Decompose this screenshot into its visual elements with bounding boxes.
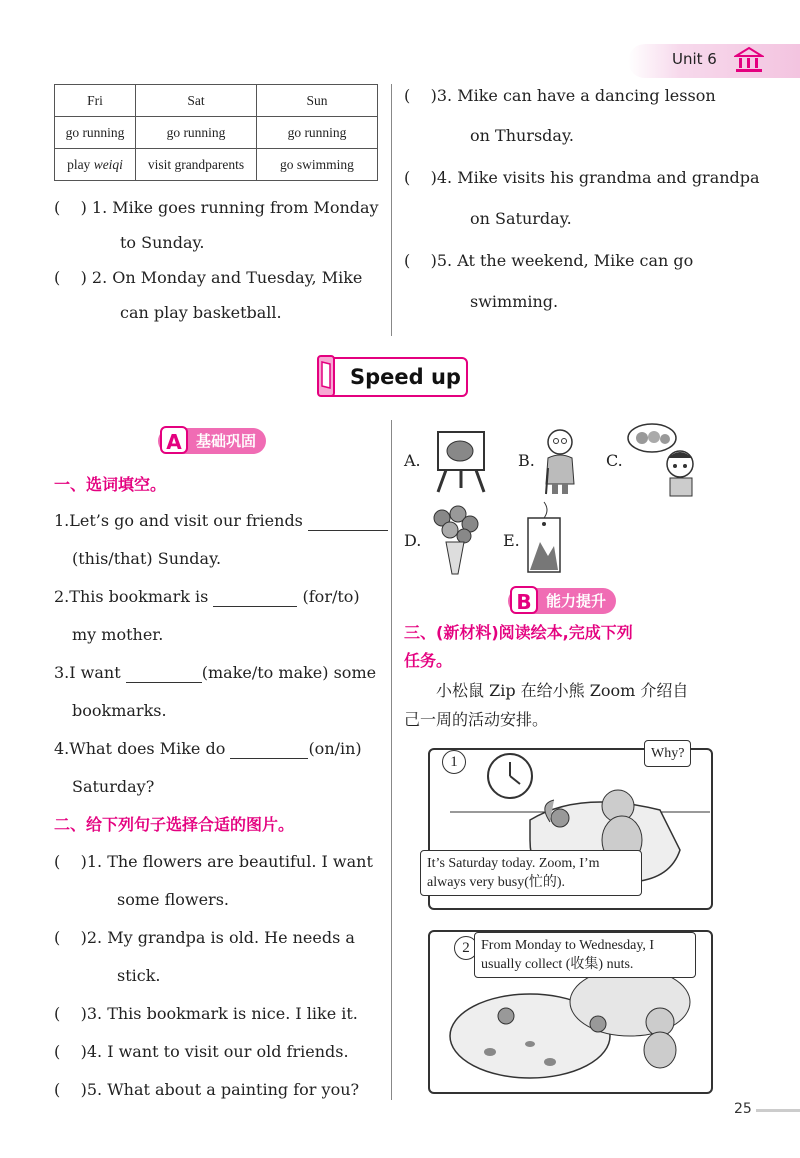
tf-item-2-cont: can play basketball.	[120, 303, 282, 322]
option-e-label: E.	[503, 531, 520, 550]
option-c-label: C.	[606, 451, 623, 470]
part2-title: 二、给下列句子选择合适的图片。	[54, 815, 295, 834]
answer-blank[interactable]	[308, 514, 388, 531]
table-cell: play weiqi	[55, 149, 136, 181]
tf-item-5: ( )5. At the weekend, Mike can go	[404, 251, 694, 270]
tf-item-3-cont: on Thursday.	[470, 126, 574, 145]
unit-label: Unit 6	[672, 50, 717, 68]
section-b-badge	[508, 588, 616, 614]
column-divider	[391, 420, 392, 1100]
part3-intro: 小松鼠 Zip 在给小熊 Zoom 介绍自	[436, 681, 689, 700]
match-item-2: ( )2. My grandpa is old. He needs a	[54, 928, 355, 947]
fill-item-3: 3.I want (make/to make) some	[54, 663, 377, 682]
tf-item-1-cont: to Sunday.	[120, 233, 205, 252]
tf-item-2: ( ) 2. On Monday and Tuesday, Mike	[54, 268, 363, 287]
speech-bubble-why: Why?	[644, 740, 691, 767]
bookmark-image	[524, 500, 564, 574]
tf-item-3: ( )3. Mike can have a dancing lesson	[404, 86, 716, 105]
answer-blank[interactable]	[213, 590, 297, 607]
table-cell: go swimming	[257, 149, 378, 181]
option-d-label: D.	[404, 531, 422, 550]
table-cell: visit grandparents	[136, 149, 257, 181]
tf-item-4-cont: on Saturday.	[470, 209, 572, 228]
match-item-2-cont: stick.	[117, 966, 161, 985]
answer-blank[interactable]	[230, 742, 308, 759]
fill-item-2: 2.This bookmark is (for/to)	[54, 587, 360, 606]
book-icon	[316, 352, 340, 400]
section-a-label: 基础巩固	[196, 432, 257, 450]
match-item-4: ( )4. I want to visit our old friends.	[54, 1042, 349, 1061]
schedule-table	[54, 84, 378, 181]
tf-item-4: ( )4. Mike visits his grandma and grandpa	[404, 168, 760, 187]
panel-2-number: 2	[454, 936, 478, 960]
page-number: 25	[734, 1101, 752, 1117]
match-item-3: ( )3. This bookmark is nice. I like it.	[54, 1004, 358, 1023]
friends-image	[626, 422, 704, 498]
fill-item-2-cont: my mother.	[72, 625, 164, 644]
column-divider	[391, 84, 392, 336]
section-a-letter: A	[160, 426, 188, 454]
tf-item-1: ( ) 1. Mike goes running from Monday	[54, 198, 379, 217]
page-number-rule	[756, 1109, 800, 1112]
match-item-1: ( )1. The flowers are beautiful. I want	[54, 852, 373, 871]
speed-up-banner	[320, 357, 468, 397]
flowers-image	[428, 504, 482, 576]
fill-item-4-cont: Saturday?	[72, 777, 155, 796]
fill-item-3-cont: bookmarks.	[72, 701, 167, 720]
part3-title-cont: 任务。	[404, 651, 453, 670]
speech-bubble-zip-2: From Monday to Wednesday, I usually collect (收集) nuts.	[474, 932, 696, 978]
table-header-row	[55, 85, 378, 117]
table-header-sun: Sun	[257, 85, 378, 117]
tf-item-5-cont: swimming.	[470, 292, 559, 311]
building-icon	[734, 46, 764, 74]
match-item-5: ( )5. What about a painting for you?	[54, 1080, 360, 1099]
table-cell: go running	[136, 117, 257, 149]
table-header-fri: Fri	[55, 85, 136, 117]
answer-blank[interactable]	[126, 666, 202, 683]
part3-title: 三、(新材料)阅读绘本,完成下列	[404, 623, 633, 642]
part1-title: 一、选词填空。	[54, 475, 167, 494]
option-a-label: A.	[404, 451, 421, 470]
option-b-label: B.	[518, 451, 535, 470]
grandpa-image	[538, 424, 582, 496]
speech-bubble-zip-1: It’s Saturday today. Zoom, I’m always very busy(忙的).	[420, 850, 642, 896]
table-cell: go running	[257, 117, 378, 149]
part3-intro-cont: 己一周的活动安排。	[404, 710, 549, 729]
table-row	[55, 149, 378, 181]
section-a-badge	[158, 428, 266, 454]
fill-item-1-cont: (this/that) Sunday.	[72, 549, 222, 568]
speed-up-label: Speed up	[350, 365, 461, 389]
painting-easel-image	[432, 428, 490, 494]
section-b-label: 能力提升	[546, 592, 607, 610]
fill-item-4: 4.What does Mike do (on/in)	[54, 739, 362, 758]
fill-item-1: 1.Let’s go and visit our friends	[54, 511, 388, 531]
table-header-sat: Sat	[136, 85, 257, 117]
match-item-1-cont: some flowers.	[117, 890, 229, 909]
section-b-letter: B	[510, 586, 538, 614]
table-row	[55, 117, 378, 149]
table-cell: go running	[55, 117, 136, 149]
panel-1-number: 1	[442, 750, 466, 774]
